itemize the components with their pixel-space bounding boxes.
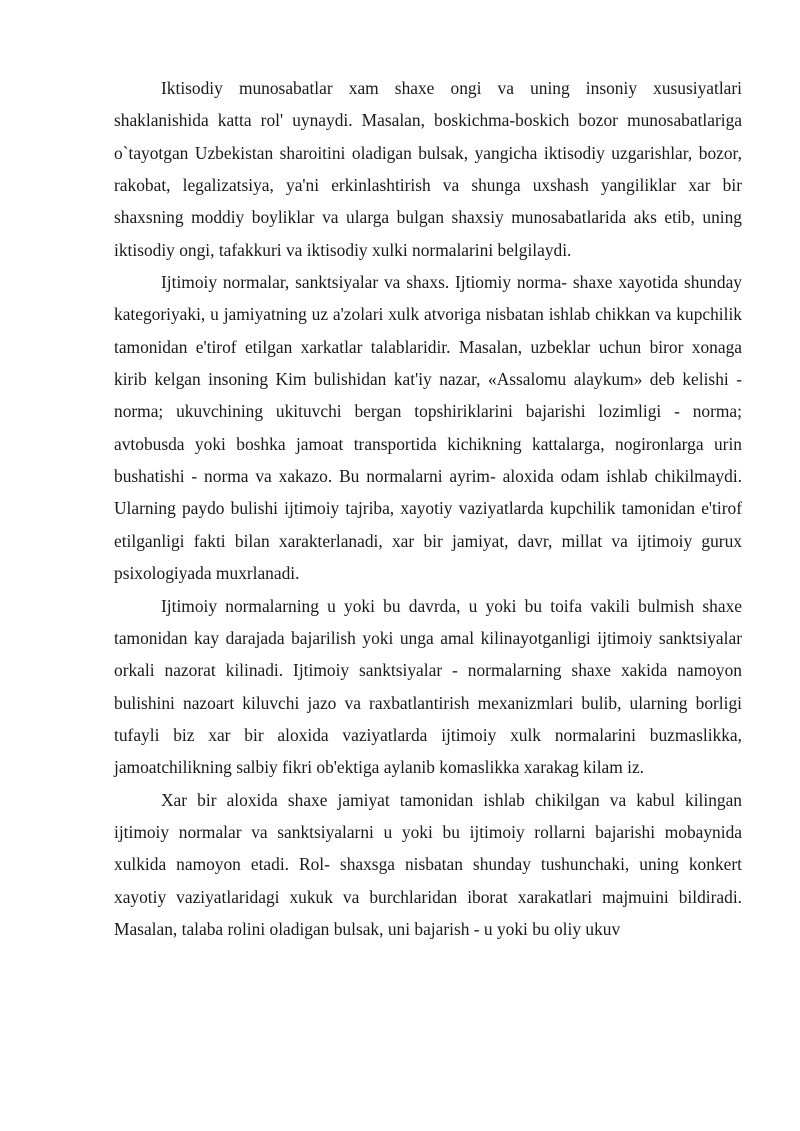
paragraph-social-roles: Xar bir aloxida shaxe jamiyat tamonidan ishlab chikilgan va kabul kilingan ijtimoiy normalar va sanktsiyalarni u yoki bu ijtimoiy rollarni bajarishi mobaynida xulkida namoyon etadi. Rol- shaxsga nisbatan shunday tushunchaki, uning konkert xayotiy vaziyatlaridagi xukuk va burchlaridan iborat xarakatlari majmuini bildiradi. Masalan, talaba rolini oladigan bulsak, uni bajarish - u yoki bu oliy ukuv — [114, 789, 742, 939]
paragraph-social-sanctions: Ijtimoiy normalarning u yoki bu davrda, u yoki bu toifa vakili bulmish shaxe tamonidan kay darajada bajarilish yoki unga amal kilinayotganligi ijtimoiy sanktsiyalar orkali nazorat kilinadi. Ijtimoiy sanktsiyalar - normalarning shaxe xakida namoyon bulishini nazoart kiluvchi jazo va raxbatlantirish mexanizmlari bulib, ularning borligi tufayli biz xar bir aloxida vaziyatlarda ijtimoiy xulk normalarini buzmaslikka, jamoatchilikning salbiy fikri ob'ektiga aylanib komaslikka xarakag kilam iz. — [114, 595, 742, 778]
paragraph-social-norms: Ijtimoiy normalar, sanktsiyalar va shaxs. Ijtiomiy norma- shaxe xayotida shunday kategoriyaki, u jamiyatning uz a'zolari xulk atvoriga nisbatan ishlab chikkan va kupchilik tamonidan e'tirof etilgan xarkatlar talablaridir. Masalan, uzbeklar uchun biror xonaga kirib kelgan insoning Kim bulishidan kat'iy nazar, «Assalomu alaykum» deb kelishi - norma; ukuvchining ukituvchi bergan topshiriklarini bajarishi lozimligi - norma; avtobusda yoki boshka jamoat transportida kichikning kattalarga, nogironlarga urin bushatishi - norma va xakazo. Bu normalarni ayrim- aloxida odam ishlab chikilmaydi. Ularning paydo bulishi ijtimoiy tajriba, xayotiy vaziyatlarda kupchilik tamonidan e'tirof etilganligi fakti bilan xarakterlanadi, xar bir jamiyat, davr, millat va ijtimoiy gurux psixologiyada muxrlanadi. — [114, 272, 742, 584]
body-text — [114, 72, 742, 945]
paragraph-economic-relations: Iktisodiy munosabatlar xam shaxe ongi va uning insoniy xususiyatlari shaklanishida katta rol' uynaydi. Masalan, boskichma-boskich bozor munosabatlariga o`tayotgan Uzbekistan sharoitini oladigan bulsak, yangicha iktisodiy uzgarishlar, bozor, rakobat, legalizatsiya, ya'ni erkinlashtirish va shunga uxshash yangiliklar xar bir shaxsning moddiy boyliklar va ularga bulgan shaxsiy munosabatlarida aks etib, uning iktisodiy ongi, tafakkuri va iktisodiy xulki normalarini belgilaydi. — [114, 78, 742, 260]
